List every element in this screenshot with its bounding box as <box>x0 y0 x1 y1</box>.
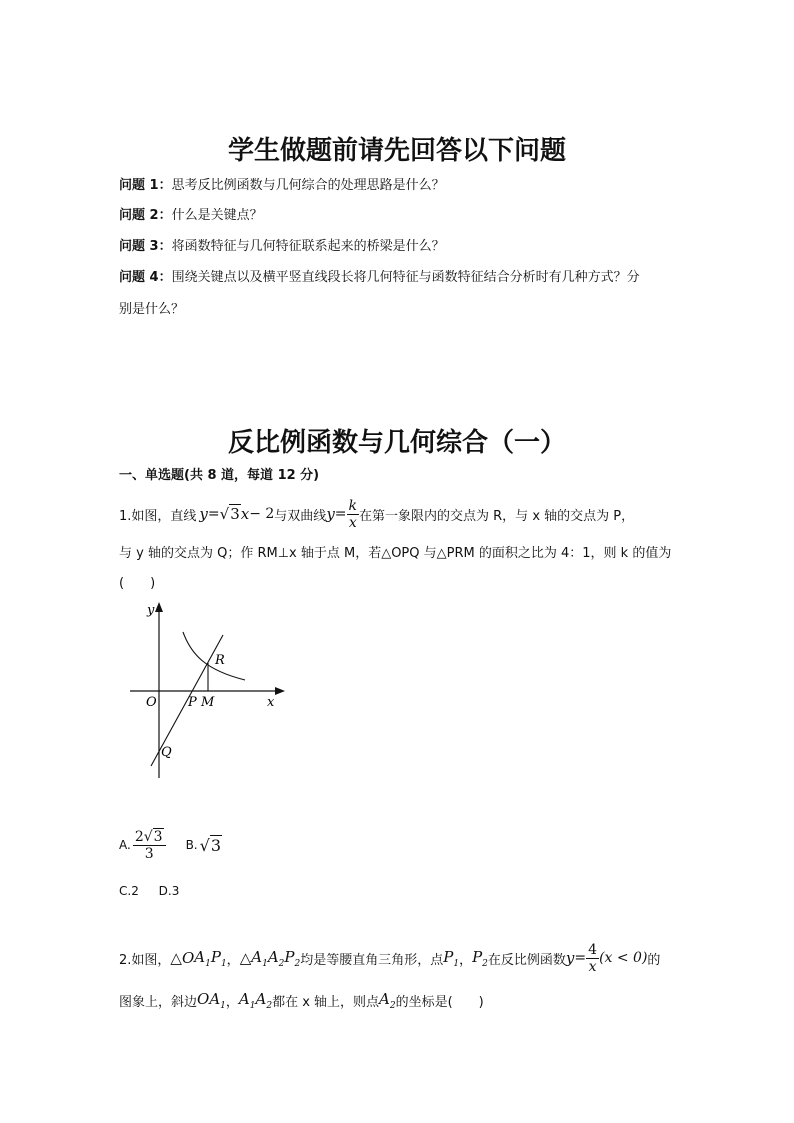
hyp-num: k <box>348 497 358 514</box>
option-b-value: √3 <box>199 835 222 855</box>
pt-p2: $P_2$ <box>472 947 488 969</box>
q1-options-cd <box>119 884 179 898</box>
question-label: 问题 2： <box>119 208 172 223</box>
q1-line1 <box>119 494 634 534</box>
option-c: C.2 <box>119 884 139 898</box>
question-label: 问题 3： <box>119 239 172 254</box>
q2-comma: ， <box>226 952 240 968</box>
hyp-equals: = <box>334 506 347 522</box>
pt-a1: $A_1$ <box>194 947 211 969</box>
q1-options-ab <box>119 822 222 868</box>
triangle-symbol: △ <box>239 949 252 967</box>
q2-line2-c: 的坐标是( ) <box>395 995 484 1010</box>
func-equals: = <box>574 950 587 966</box>
option-d: D.3 <box>158 884 180 898</box>
pt-o: O <box>181 949 195 967</box>
hyperbola <box>183 632 245 680</box>
question-label: 问题 1： <box>119 178 172 193</box>
radicand: 3 <box>230 505 240 523</box>
q2-line2-a: 图象上，斜边 <box>119 995 198 1010</box>
label-r: R <box>215 653 225 668</box>
y-axis-arrow <box>155 602 163 612</box>
option-a-den: 3 <box>144 845 154 862</box>
eq-minus: − 2 <box>249 506 275 522</box>
label-o: O <box>146 695 157 710</box>
hyp-fraction <box>347 498 359 531</box>
func-y: y <box>565 949 575 967</box>
label-q: Q <box>161 745 172 760</box>
sqrt-3: √3 <box>219 505 240 523</box>
intro-question-1 <box>119 178 445 194</box>
question-text: 围绕关键点以及横平竖直线段长将几何特征与函数特征结合分析时有几种方式？分 <box>171 270 640 285</box>
func-fraction <box>586 942 599 975</box>
q1-suffix: 在第一象限内的交点为 R，与 x 轴的交点为 P， <box>359 508 635 524</box>
pt-p2: $P_2$ <box>284 947 301 969</box>
q2-mid: 均是等腰直角三角形，点 <box>300 952 444 968</box>
label-p: P <box>188 695 197 710</box>
q2-comma3: ， <box>225 995 239 1010</box>
section-title: 反比例函数与几何综合（一） <box>227 428 566 458</box>
eq-equals: = <box>207 506 220 522</box>
pt-a1: $A_1$ <box>251 947 268 969</box>
pt-a2: $A_2$ <box>267 947 285 969</box>
q2-line2-b: 都在 x 轴上，则点 <box>272 995 380 1010</box>
section-subtitle: 一、单选题(共 8 道，每道 12 分) <box>119 468 320 483</box>
q1-mid1: 与双曲线 <box>274 508 327 524</box>
label-x: x <box>267 695 275 710</box>
triangle-symbol: △ <box>170 949 182 967</box>
option-b-label: B. <box>185 838 198 852</box>
pt-a2: $A_2$ <box>379 990 396 1011</box>
question-text: 什么是关键点？ <box>171 208 263 223</box>
option-a-num <box>133 829 166 846</box>
q2-mid2: 在反比例函数 <box>487 952 566 968</box>
seg-oa1: $OA_1$ <box>197 990 226 1011</box>
q1-figure <box>125 600 295 780</box>
q2-comma2: ， <box>459 952 473 968</box>
q2-prefix: 2.如图， <box>119 952 171 968</box>
q2-suffix: 的 <box>647 952 661 968</box>
question-label: 问题 4： <box>119 270 172 285</box>
q1-line2: 与 y 轴的交点为 Q；作 RM⊥x 轴于点 M，若△OPQ 与△PRM 的面积之比为 4：1，则 k 的值为 <box>119 546 672 561</box>
eq-y: y <box>199 505 208 523</box>
func-condition: (x < 0) <box>599 950 648 966</box>
intro-question-4 <box>119 270 640 286</box>
pt-p1: $P_1$ <box>210 947 227 969</box>
seg-a1a2: $A_1A_2$ <box>238 990 273 1011</box>
option-a-value <box>133 829 166 862</box>
func-den: x <box>588 958 597 975</box>
radicand: 3 <box>210 835 222 855</box>
intro-question-4-cont: 别是什么？ <box>119 302 185 317</box>
label-y: y <box>147 603 155 618</box>
q2-line2 <box>119 990 484 1011</box>
intro-question-2 <box>119 208 263 224</box>
question-text: 将函数特征与几何特征联系起来的桥梁是什么？ <box>171 239 445 254</box>
q1-line3: ( ) <box>119 576 156 591</box>
hyp-y: y <box>326 505 335 523</box>
intro-title: 学生做题前请先回答以下问题 <box>227 136 566 166</box>
pt-p1: $P_1$ <box>443 947 460 969</box>
intro-question-3 <box>119 239 445 255</box>
x-axis-arrow <box>275 687 285 695</box>
func-num: 4 <box>588 941 598 958</box>
eq-x: x <box>240 505 250 523</box>
radicand: 3 <box>153 828 163 845</box>
question-text: 思考反比例函数与几何综合的处理思路是什么？ <box>171 178 445 193</box>
sqrt-3: √3 <box>143 828 163 845</box>
label-m: M <box>201 695 215 710</box>
a-coef: 2 <box>134 828 144 845</box>
q1-prefix: 1.如图，直线 <box>119 508 197 524</box>
q2-line1 <box>119 938 660 978</box>
hyp-den: x <box>348 514 357 531</box>
option-a-label: A. <box>119 838 131 852</box>
